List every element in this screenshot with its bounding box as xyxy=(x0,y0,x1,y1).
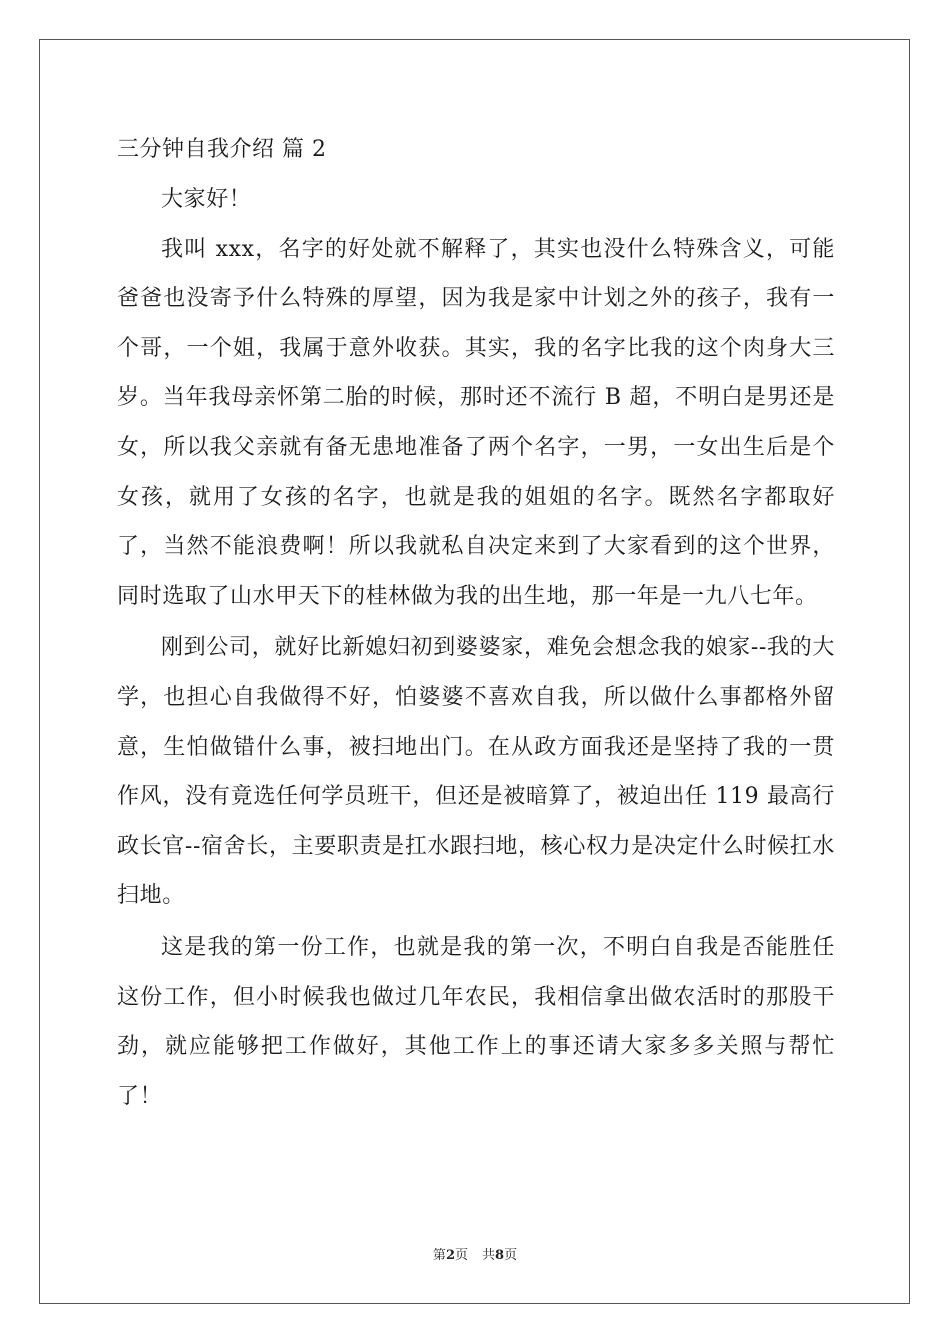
greeting: 大家好！ xyxy=(161,187,252,212)
document-title: 三分钟自我介绍 篇 2 xyxy=(117,137,327,162)
footer-current-page: 2 xyxy=(445,1248,455,1263)
footer-prefix: 第 xyxy=(432,1248,446,1263)
footer-total-suffix: 页 xyxy=(504,1248,518,1263)
page-footer xyxy=(0,1247,950,1265)
footer-total-pages: 8 xyxy=(495,1248,505,1263)
document-body xyxy=(117,126,835,1121)
footer-total-prefix: 共 xyxy=(482,1248,496,1263)
paragraph-name-story: 我叫 xxx，名字的好处就不解释了，其实也没什么特殊含义，可能爸爸也没寄予什么特殊的厚望，因为我是家中计划之外的孩子，我有一个哥，一个姐，我属于意外收获。其实，我的名字比我的这个肉身大三岁。当年我母亲怀第二胎的时候，那时还不流行 B 超，不明白是男还是女，所以我父亲就有备无患地准备了两个名字，一男，一女出生后是个女孩，就用了女孩的名字，也就是我的姐姐的名字。既然名字都取好了，当然不能浪费啊！所以我就私自决定来到了大家看到的这个世界，同时选取了山水甲天下的桂林做为我的出生地，那一年是一九八七年。 xyxy=(117,236,835,609)
footer-page-suffix: 页 xyxy=(454,1248,468,1263)
paragraph-first-job: 这是我的第一份工作，也就是我的第一次，不明白自我是否能胜任这份工作，但小时候我也做过几年农民，我相信拿出做农活时的那股干劲，就应能够把工作做好，其他工作上的事还请大家多多关照与帮忙了！ xyxy=(117,934,835,1109)
paragraph-company-arrival: 刚到公司，就好比新媳妇初到婆婆家，难免会想念我的娘家--我的大学，也担心自我做得不好，怕婆婆不喜欢自我，所以做什么事都格外留意，生怕做错什么事，被扫地出门。在从政方面我还是坚持了我的一贯作风，没有竟选任何学员班干，但还是被暗算了，被迫出任 119 最高行政长官--宿舍长，主要职责是扛水跟扫地，核心权力是决定什么时候扛水扫地。 xyxy=(117,635,835,909)
